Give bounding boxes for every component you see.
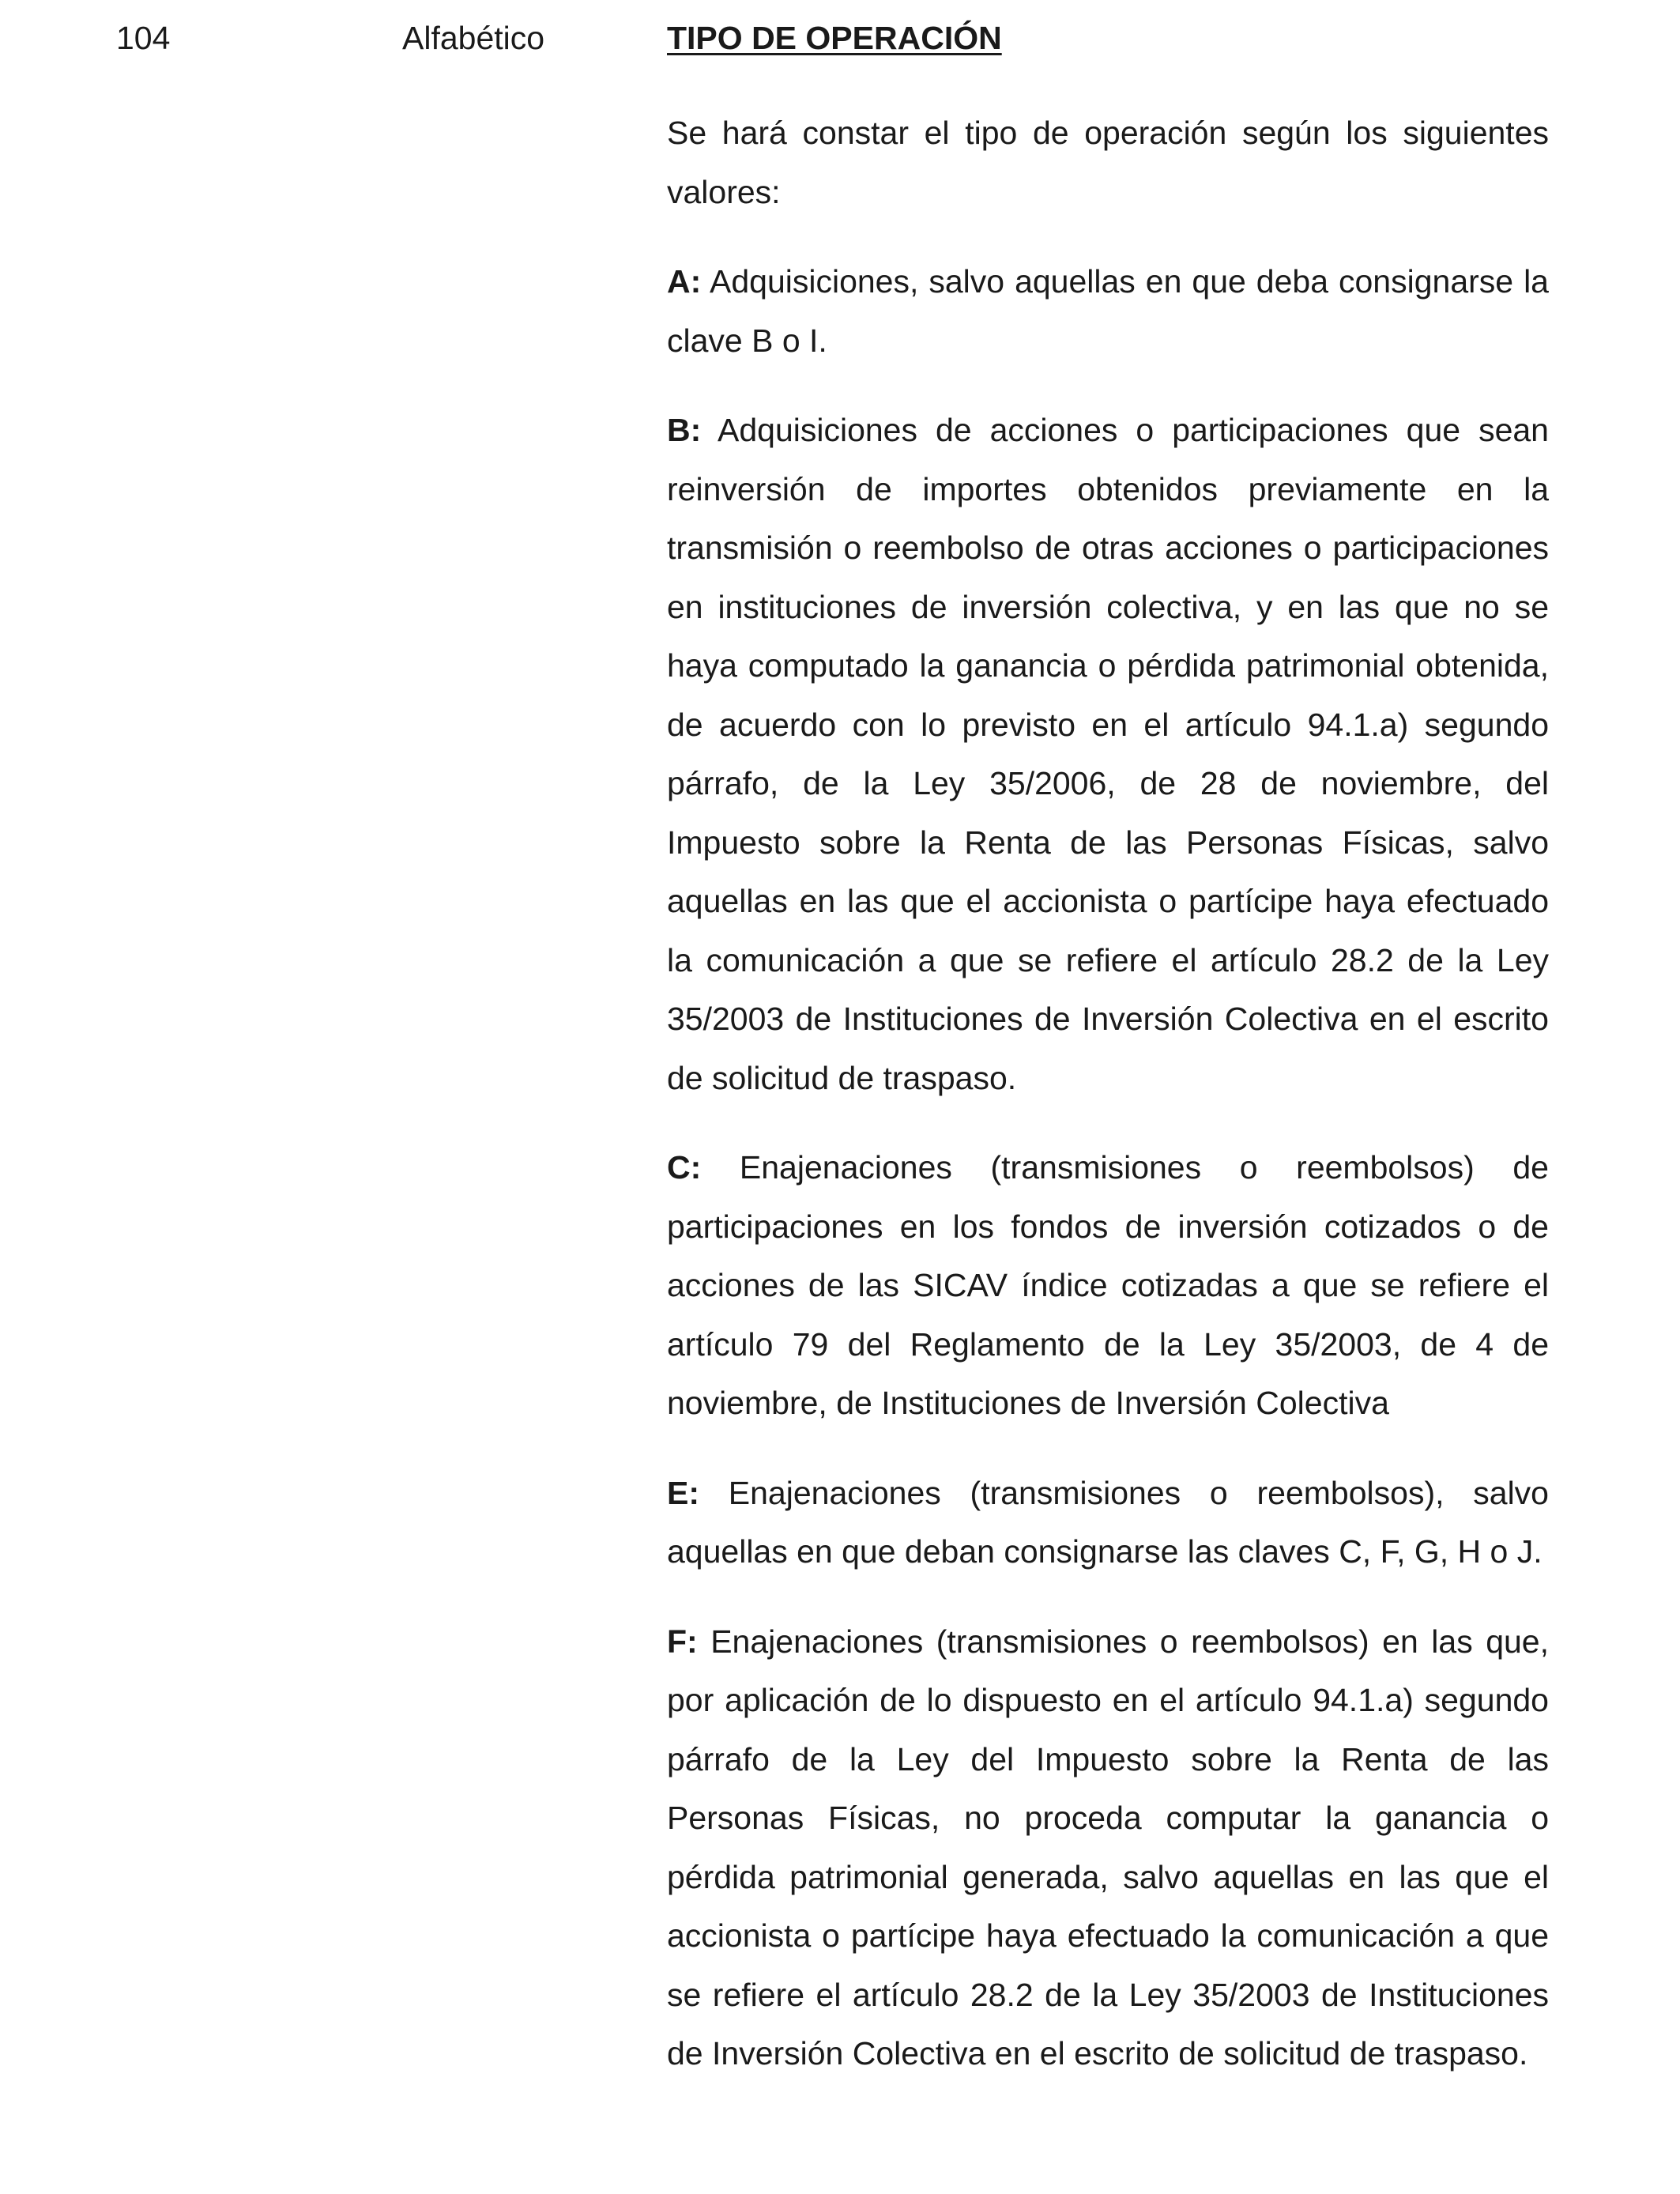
field-title: TIPO DE OPERACIÓN <box>667 20 1002 56</box>
value-text: Adquisiciones, salvo aquellas en que deba consignarse la clave B o I. <box>667 263 1549 359</box>
field-description <box>667 17 1549 2114</box>
value-key: A: <box>667 263 702 300</box>
intro-paragraph: Se hará constar el tipo de operación según los siguientes valores: <box>667 115 1549 210</box>
value-f-paragraph <box>667 1612 1549 2083</box>
value-b-paragraph <box>667 401 1549 1107</box>
field-number: 104 <box>116 20 171 56</box>
value-key: F: <box>667 1623 698 1660</box>
value-key: C: <box>667 1149 702 1186</box>
value-e-paragraph <box>667 1464 1549 1581</box>
value-a-paragraph <box>667 252 1549 370</box>
value-text: Enajenaciones (transmisiones o reembolsos), salvo aquellas en que deban consignarse las claves C, F, G, H o J. <box>667 1474 1549 1570</box>
value-key: B: <box>667 412 702 448</box>
value-c-paragraph <box>667 1138 1549 1433</box>
value-text: Adquisiciones de acciones o participaciones que sean reinversión de importes obtenidos previamente en la transmisión o reembolso de otras acciones o participaciones en instituciones de inversión colectiva, y en las que no se haya computado la ganancia o pérdida patrimonial obtenida, de acuerdo con lo previsto en el artículo 94.1.a) segundo párrafo, de la Ley 35/2006, de 28 de noviembre, del Impuesto sobre la Renta de las Personas Físicas, salvo aquellas en las que el accionista o partícipe haya efectuado la comunicación a que se refiere el artículo 28.2 de la Ley 35/2003 de Instituciones de Inversión Colectiva en el escrito de solicitud de traspaso. <box>667 412 1549 1096</box>
value-text: Enajenaciones (transmisiones o reembolsos) en las que, por aplicación de lo dispuesto en el artículo 94.1.a) segundo párrafo de la Ley del Impuesto sobre la Renta de las Personas Físicas, no proceda computar la ganancia o pérdida patrimonial generada, salvo aquellas en las que el accionista o partícipe haya efectuado la comunicación a que se refiere el artículo 28.2 de la Ley 35/2003 de Instituciones de Inversión Colectiva en el escrito de solicitud de traspaso. <box>667 1623 1549 2071</box>
field-type: Alfabético <box>402 20 545 56</box>
value-text: Enajenaciones (transmisiones o reembolsos) de participaciones en los fondos de inversión cotizados o de acciones de las SICAV índice cotizadas a que se refiere el artículo 79 del Reglamento de la Ley 35/2003, de 4 de noviembre, de Instituciones de Inversión Colectiva <box>667 1149 1549 1421</box>
value-key: E: <box>667 1474 699 1511</box>
